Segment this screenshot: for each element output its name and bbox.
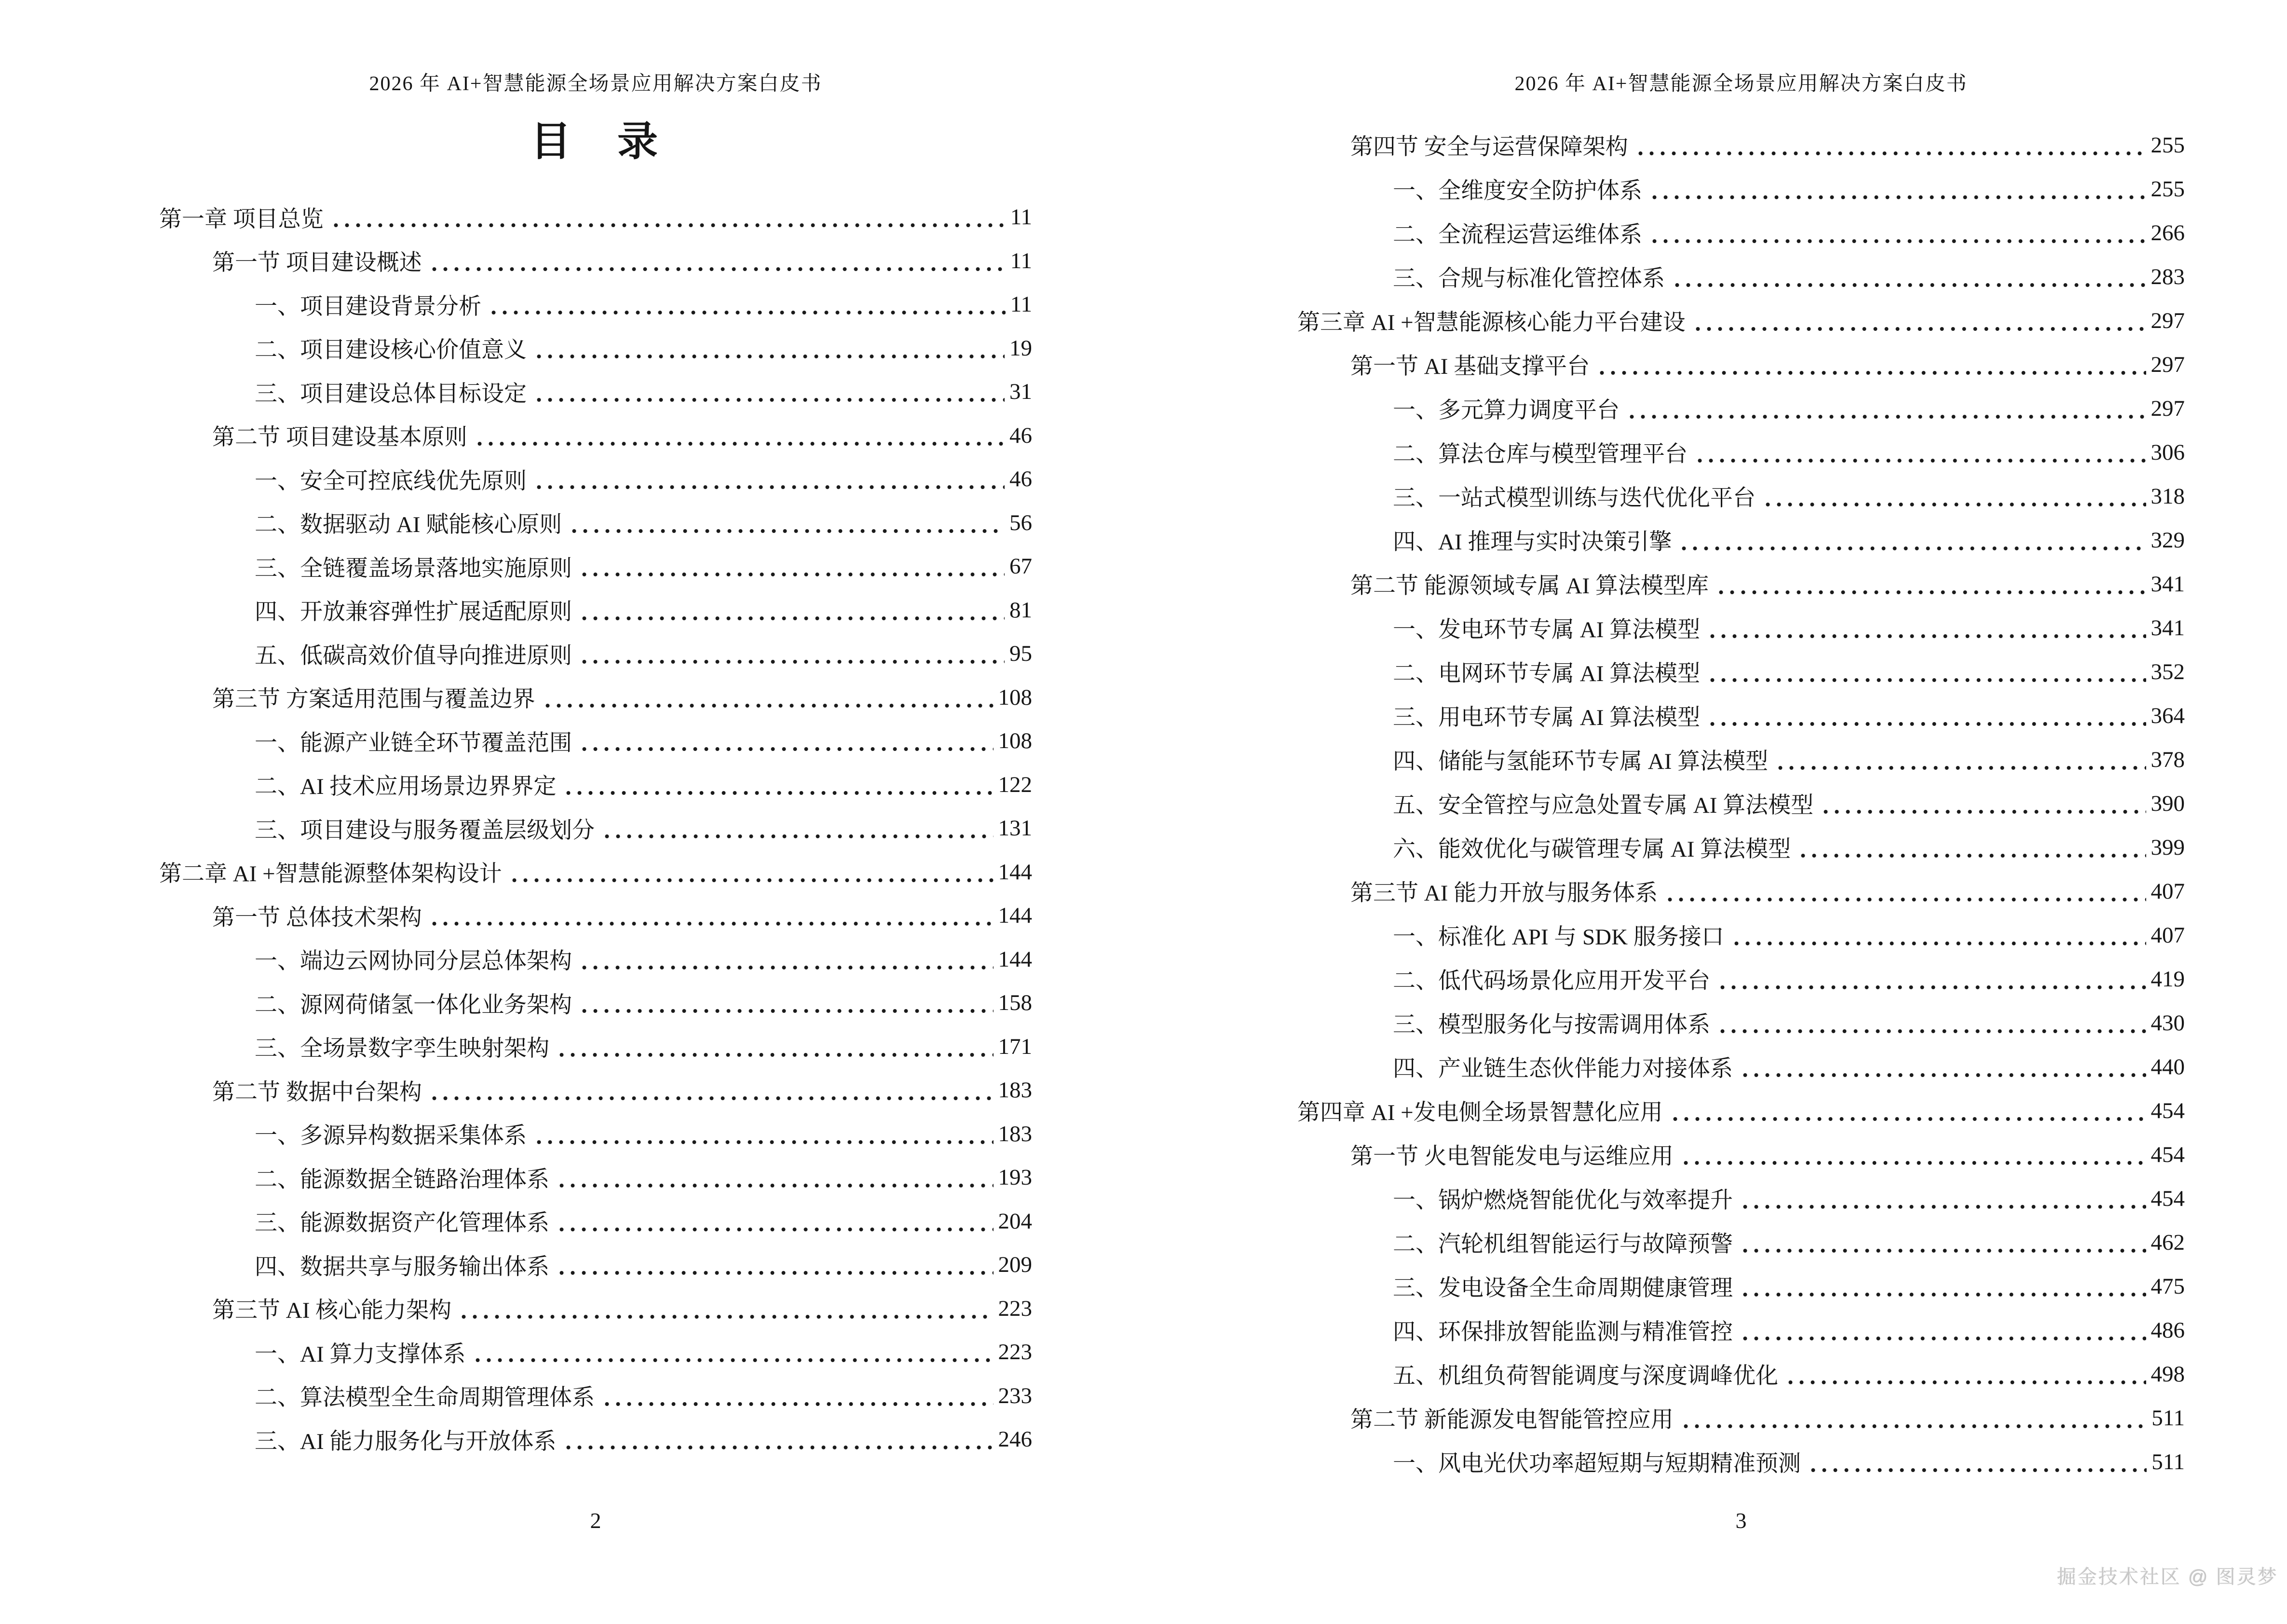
toc-entry-label: 二、低代码场景化应用开发平台 xyxy=(1393,969,1710,994)
toc-entry xyxy=(159,588,1032,632)
toc-entry xyxy=(1297,1133,2185,1176)
toc-entry-page: 498 xyxy=(2151,1361,2185,1387)
toc-entry xyxy=(1297,1045,2185,1089)
dot-leader xyxy=(1740,1264,2146,1308)
toc-entry xyxy=(1297,737,2185,781)
toc-entry-page: 297 xyxy=(2151,396,2185,421)
toc-entry xyxy=(159,938,1032,982)
dot-leader xyxy=(1649,211,2146,255)
toc-entry-label: 一、项目建设背景分析 xyxy=(255,294,481,319)
page-number: 2 xyxy=(590,1508,601,1533)
toc-entry-label: 三、能源数据资产化管理体系 xyxy=(255,1211,549,1236)
toc-entry-page: 378 xyxy=(2151,747,2185,772)
toc-entry-label: 四、产业链生态伙伴能力对接体系 xyxy=(1393,1056,1733,1081)
toc-entry-label: 一、多源异构数据采集体系 xyxy=(255,1123,527,1149)
toc-entry-label: 第一节 AI 基础支撑平台 xyxy=(1350,354,1590,379)
toc-entry-page: 255 xyxy=(2151,176,2185,202)
toc-entry-label: 六、能效优化与碳管理专属 AI 算法模型 xyxy=(1393,837,1791,862)
toc-title: 目 录 xyxy=(530,120,661,164)
toc-entry-page: 407 xyxy=(2151,878,2185,904)
toc-entry xyxy=(1297,1308,2185,1352)
toc-entry-page: 46 xyxy=(1009,423,1032,448)
toc-entry xyxy=(159,414,1032,458)
dot-leader xyxy=(1596,342,2146,386)
dot-leader xyxy=(1740,1220,2146,1264)
toc-entry xyxy=(1297,650,2185,694)
toc-entry-page: 246 xyxy=(998,1427,1032,1452)
dot-leader xyxy=(1694,430,2146,474)
toc-entry-label: 第三节 AI 核心能力架构 xyxy=(212,1298,452,1324)
dot-leader xyxy=(601,806,994,850)
toc-entry-label: 三、合规与标准化管控体系 xyxy=(1393,266,1665,291)
dot-leader xyxy=(1820,781,2146,825)
toc-entry xyxy=(1297,1396,2185,1440)
toc-entry-page: 11 xyxy=(1010,292,1032,317)
dot-leader xyxy=(1680,1133,2146,1176)
toc-entry xyxy=(159,1068,1032,1112)
dot-leader xyxy=(556,1200,994,1243)
toc-entry-page: 341 xyxy=(2151,571,2185,597)
toc-entry xyxy=(1297,913,2185,957)
toc-entry-label: 三、模型服务化与按需调用体系 xyxy=(1393,1012,1710,1037)
toc-entry-label: 第二节 新能源发电智能管控应用 xyxy=(1350,1407,1674,1433)
toc-entry-label: 一、多元算力调度平台 xyxy=(1393,398,1620,423)
toc-entry xyxy=(1297,1001,2185,1045)
dot-leader xyxy=(1680,1396,2147,1440)
toc-entry-label: 三、AI 能力服务化与开放体系 xyxy=(255,1429,557,1454)
toc-entry-page: 511 xyxy=(2151,1449,2185,1474)
toc-entry-page: 108 xyxy=(998,728,1032,754)
toc-entry xyxy=(1297,957,2185,1001)
toc-entry xyxy=(159,1025,1032,1069)
dot-leader xyxy=(1707,606,2146,650)
dot-leader xyxy=(1740,1045,2146,1089)
toc-entry-page: 399 xyxy=(2151,834,2185,860)
toc-entry-page: 11 xyxy=(1010,248,1032,273)
toc-entry-page: 144 xyxy=(998,946,1032,972)
toc-entry xyxy=(159,894,1032,938)
toc-entry-label: 第二节 数据中台架构 xyxy=(212,1079,422,1105)
toc-entry xyxy=(159,1330,1032,1374)
toc-entry xyxy=(1297,255,2185,299)
toc-entry-label: 一、全维度安全防护体系 xyxy=(1393,178,1642,204)
toc-entry xyxy=(1297,694,2185,737)
toc-entry xyxy=(159,457,1032,501)
toc-entry xyxy=(1297,1089,2185,1133)
toc-entry xyxy=(159,370,1032,414)
toc-entry-label: 五、安全管控与应急处置专属 AI 算法模型 xyxy=(1393,793,1814,818)
toc-entry-label: 第三节 方案适用范围与覆盖边界 xyxy=(212,687,535,712)
dot-leader xyxy=(1635,123,2146,167)
toc-entry xyxy=(159,501,1032,545)
toc-entry-label: 三、项目建设总体目标设定 xyxy=(255,381,527,407)
toc-entry-page: 454 xyxy=(2151,1142,2185,1167)
toc-entry-label: 三、项目建设与服务覆盖层级划分 xyxy=(255,818,595,843)
dot-leader xyxy=(429,894,994,938)
toc-entry-label: 一、锅炉燃烧智能优化与效率提升 xyxy=(1393,1188,1733,1213)
toc-entry-page: 454 xyxy=(2151,1186,2185,1211)
toc-entry-page: 440 xyxy=(2151,1054,2185,1079)
page-number: 3 xyxy=(1735,1508,1747,1533)
toc-entry-label: 二、算法模型全生命周期管理体系 xyxy=(255,1385,595,1411)
toc-entry-label: 二、算法仓库与模型管理平台 xyxy=(1393,442,1688,467)
toc-entry-label: 第二章 AI +智慧能源整体架构设计 xyxy=(159,861,502,887)
toc-entry-label: 四、储能与氢能环节专属 AI 算法模型 xyxy=(1393,749,1769,774)
dot-leader xyxy=(563,763,993,807)
toc-entry-page: 67 xyxy=(1009,554,1032,579)
toc-list xyxy=(1297,123,2185,1484)
toc-entry-page: 306 xyxy=(2151,439,2185,465)
watermark: 掘金技术社区 @ 图灵梦 xyxy=(2057,1567,2278,1588)
toc-entry xyxy=(1297,342,2185,386)
toc-entry-page: 364 xyxy=(2151,703,2185,728)
dot-leader xyxy=(509,850,994,894)
toc-entry-page: 144 xyxy=(998,903,1032,928)
toc-entry-page: 266 xyxy=(2151,220,2185,246)
toc-entry xyxy=(159,1287,1032,1331)
dot-leader xyxy=(1762,474,2146,518)
dot-leader xyxy=(579,588,1005,632)
dot-leader xyxy=(601,1374,994,1418)
toc-entry xyxy=(159,806,1032,850)
toc-list xyxy=(159,195,1032,1461)
toc-entry-label: 二、项目建设核心价值意义 xyxy=(255,338,527,363)
toc-entry-page: 122 xyxy=(998,772,1032,797)
dot-leader xyxy=(1808,1440,2147,1484)
dot-leader xyxy=(488,283,1006,327)
toc-page-left xyxy=(159,0,1032,1624)
toc-entry xyxy=(159,1243,1032,1287)
toc-entry-page: 255 xyxy=(2151,132,2185,158)
toc-entry-page: 183 xyxy=(998,1078,1032,1103)
toc-entry-label: 一、AI 算力支撑体系 xyxy=(255,1341,466,1367)
toc-entry xyxy=(159,850,1032,894)
toc-entry-label: 四、开放兼容弹性扩展适配原则 xyxy=(255,600,572,625)
dot-leader xyxy=(579,981,994,1025)
toc-entry-page: 223 xyxy=(998,1339,1032,1365)
toc-entry-label: 四、数据共享与服务输出体系 xyxy=(255,1254,549,1280)
toc-entry-page: 108 xyxy=(998,684,1032,710)
toc-entry xyxy=(159,283,1032,327)
toc-entry xyxy=(159,545,1032,588)
toc-entry-page: 475 xyxy=(2151,1273,2185,1299)
dot-leader xyxy=(579,545,1005,588)
toc-entry-label: 一、发电环节专属 AI 算法模型 xyxy=(1393,617,1701,642)
toc-entry xyxy=(159,763,1032,807)
toc-entry-page: 46 xyxy=(1009,466,1032,492)
dot-leader xyxy=(1740,1308,2146,1352)
toc-entry-label: 第一节 总体技术架构 xyxy=(212,905,422,930)
toc-entry xyxy=(1297,1352,2185,1396)
toc-entry-label: 第四节 安全与运营保障架构 xyxy=(1350,135,1628,160)
toc-entry-label: 第三章 AI +智慧能源核心能力平台建设 xyxy=(1297,310,1686,335)
toc-entry-page: 193 xyxy=(998,1165,1032,1190)
toc-entry xyxy=(159,1156,1032,1200)
toc-entry xyxy=(1297,1220,2185,1264)
toc-entry xyxy=(159,1112,1032,1156)
toc-entry-page: 131 xyxy=(998,816,1032,841)
toc-entry-label: 五、低碳高效价值导向推进原则 xyxy=(255,643,572,669)
toc-entry-label: 第一节 火电智能发电与运维应用 xyxy=(1350,1144,1674,1169)
toc-entry xyxy=(159,719,1032,763)
toc-entry-page: 318 xyxy=(2151,483,2185,509)
toc-entry xyxy=(159,981,1032,1025)
toc-entry-page: 419 xyxy=(2151,966,2185,992)
toc-entry-label: 第一章 项目总览 xyxy=(159,206,324,232)
dot-leader xyxy=(1717,957,2146,1001)
dot-leader xyxy=(1797,825,2146,869)
toc-entry xyxy=(1297,1440,2185,1484)
dot-leader xyxy=(556,1025,994,1069)
toc-entry-page: 297 xyxy=(2151,308,2185,333)
dot-leader xyxy=(1678,518,2146,562)
toc-entry-label: 一、安全可控底线优先原则 xyxy=(255,468,527,494)
dot-leader xyxy=(563,1418,993,1461)
dot-leader xyxy=(1785,1352,2146,1396)
toc-entry-page: 407 xyxy=(2151,922,2185,948)
dot-leader xyxy=(579,938,994,982)
document-header: 2026 年 AI+智慧能源全场景应用解决方案白皮书 xyxy=(369,73,822,95)
dot-leader xyxy=(458,1287,993,1331)
toc-entry-page: 56 xyxy=(1009,510,1032,535)
toc-entry-page: 352 xyxy=(2151,659,2185,684)
dot-leader xyxy=(1692,299,2146,342)
toc-entry-label: 四、AI 推理与实时决策引擎 xyxy=(1393,530,1672,555)
toc-entry xyxy=(1297,211,2185,255)
toc-entry xyxy=(1297,430,2185,474)
toc-entry-label: 四、环保排放智能监测与精准管控 xyxy=(1393,1320,1733,1345)
toc-entry xyxy=(1297,606,2185,650)
toc-entry xyxy=(1297,518,2185,562)
toc-entry-label: 二、汽轮机组智能运行与故障预警 xyxy=(1393,1232,1733,1257)
toc-entry xyxy=(159,327,1032,370)
toc-entry xyxy=(1297,1176,2185,1220)
toc-entry-label: 二、电网环节专属 AI 算法模型 xyxy=(1393,661,1701,686)
toc-entry-page: 209 xyxy=(998,1252,1032,1278)
toc-page-right xyxy=(1297,0,2185,1624)
toc-entry-page: 158 xyxy=(998,990,1032,1016)
toc-entry-label: 二、源网荷储氢一体化业务架构 xyxy=(255,992,572,1018)
toc-entry xyxy=(1297,299,2185,342)
toc-entry xyxy=(1297,781,2185,825)
toc-entry-label: 第四章 AI +发电侧全场景智慧化应用 xyxy=(1297,1100,1663,1125)
toc-entry-page: 341 xyxy=(2151,615,2185,641)
toc-entry-page: 183 xyxy=(998,1121,1032,1146)
toc-entry-page: 283 xyxy=(2151,264,2185,289)
dot-leader xyxy=(579,719,994,763)
dot-leader xyxy=(1670,1089,2146,1133)
toc-entry-page: 144 xyxy=(998,859,1032,885)
toc-entry xyxy=(1297,869,2185,913)
dot-leader xyxy=(533,327,1005,370)
toc-entry xyxy=(1297,474,2185,518)
dot-leader xyxy=(1707,694,2146,737)
dot-leader xyxy=(556,1156,994,1200)
toc-entry xyxy=(159,1418,1032,1461)
dot-leader xyxy=(569,501,1005,545)
dot-leader xyxy=(1731,913,2146,957)
dot-leader xyxy=(1707,650,2146,694)
toc-entry-page: 204 xyxy=(998,1208,1032,1234)
toc-entry-label: 二、数据驱动 AI 赋能核心原则 xyxy=(255,512,562,538)
toc-entry xyxy=(1297,123,2185,167)
toc-entry-page: 95 xyxy=(1009,641,1032,667)
toc-entry-page: 390 xyxy=(2151,791,2185,816)
toc-entry-page: 31 xyxy=(1009,379,1032,405)
toc-entry-page: 171 xyxy=(998,1034,1032,1059)
toc-entry-page: 81 xyxy=(1009,597,1032,623)
document-header: 2026 年 AI+智慧能源全场景应用解决方案白皮书 xyxy=(1514,73,1968,95)
toc-entry xyxy=(159,632,1032,676)
toc-entry xyxy=(1297,1264,2185,1308)
toc-entry-label: 第二节 项目建设基本原则 xyxy=(212,425,467,450)
toc-entry-label: 三、全场景数字孪生映射架构 xyxy=(255,1036,549,1062)
toc-entry-label: 第三节 AI 能力开放与服务体系 xyxy=(1350,881,1658,906)
toc-entry-label: 一、端边云网协同分层总体架构 xyxy=(255,949,572,974)
dot-leader xyxy=(429,1068,994,1112)
toc-entry-page: 462 xyxy=(2151,1229,2185,1255)
toc-entry xyxy=(1297,562,2185,606)
toc-entry-label: 第一节 项目建设概述 xyxy=(212,250,422,276)
toc-entry-page: 329 xyxy=(2151,527,2185,553)
toc-entry-label: 二、全流程运营运维体系 xyxy=(1393,222,1642,247)
toc-entry-page: 223 xyxy=(998,1296,1032,1321)
toc-entry-label: 二、AI 技术应用场景边界界定 xyxy=(255,774,557,800)
dot-leader xyxy=(1717,1001,2146,1045)
toc-entry-page: 19 xyxy=(1009,335,1032,361)
toc-entry-label: 一、风电光伏功率超短期与短期精准预测 xyxy=(1393,1451,1801,1476)
toc-entry xyxy=(1297,386,2185,430)
toc-entry xyxy=(159,195,1032,239)
toc-entry-label: 三、用电环节专属 AI 算法模型 xyxy=(1393,705,1701,730)
toc-entry-page: 454 xyxy=(2151,1098,2185,1123)
toc-entry xyxy=(159,1200,1032,1243)
dot-leader xyxy=(1672,255,2146,299)
dot-leader xyxy=(533,370,1005,414)
toc-entry xyxy=(159,676,1032,720)
dot-leader xyxy=(556,1243,994,1287)
toc-entry-page: 511 xyxy=(2151,1405,2185,1431)
dot-leader xyxy=(474,414,1005,458)
toc-entry-page: 486 xyxy=(2151,1317,2185,1343)
toc-entry-page: 11 xyxy=(1010,205,1032,230)
toc-entry-label: 五、机组负荷智能调度与深度调峰优化 xyxy=(1393,1364,1778,1389)
dot-leader xyxy=(1649,167,2146,211)
dot-leader xyxy=(1715,562,2146,606)
toc-entry xyxy=(159,239,1032,283)
toc-entry-label: 三、发电设备全生命周期健康管理 xyxy=(1393,1276,1733,1301)
toc-entry-page: 297 xyxy=(2151,352,2185,377)
toc-entry-label: 二、能源数据全链路治理体系 xyxy=(255,1167,549,1192)
toc-entry-label: 三、全链覆盖场景落地实施原则 xyxy=(255,556,572,581)
toc-entry-page: 430 xyxy=(2151,1010,2185,1036)
toc-entry xyxy=(159,1374,1032,1418)
toc-entry-label: 一、能源产业链全环节覆盖范围 xyxy=(255,730,572,756)
toc-entry-label: 一、标准化 API 与 SDK 服务接口 xyxy=(1393,925,1724,950)
dot-leader xyxy=(472,1330,993,1374)
toc-entry xyxy=(1297,167,2185,211)
toc-entry-page: 233 xyxy=(998,1383,1032,1408)
dot-leader xyxy=(330,195,1006,239)
toc-entry-label: 第二节 能源领域专属 AI 算法模型库 xyxy=(1350,573,1709,599)
dot-leader xyxy=(1775,737,2146,781)
toc-entry xyxy=(1297,825,2185,869)
dot-leader xyxy=(1740,1176,2146,1220)
dot-leader xyxy=(579,632,1005,676)
dot-leader xyxy=(533,1112,994,1156)
dot-leader xyxy=(429,239,1006,283)
dot-leader xyxy=(1626,386,2146,430)
dot-leader xyxy=(533,457,1005,501)
dot-leader xyxy=(1664,869,2146,913)
toc-entry-label: 三、一站式模型训练与迭代优化平台 xyxy=(1393,486,1756,511)
dot-leader xyxy=(542,676,994,720)
